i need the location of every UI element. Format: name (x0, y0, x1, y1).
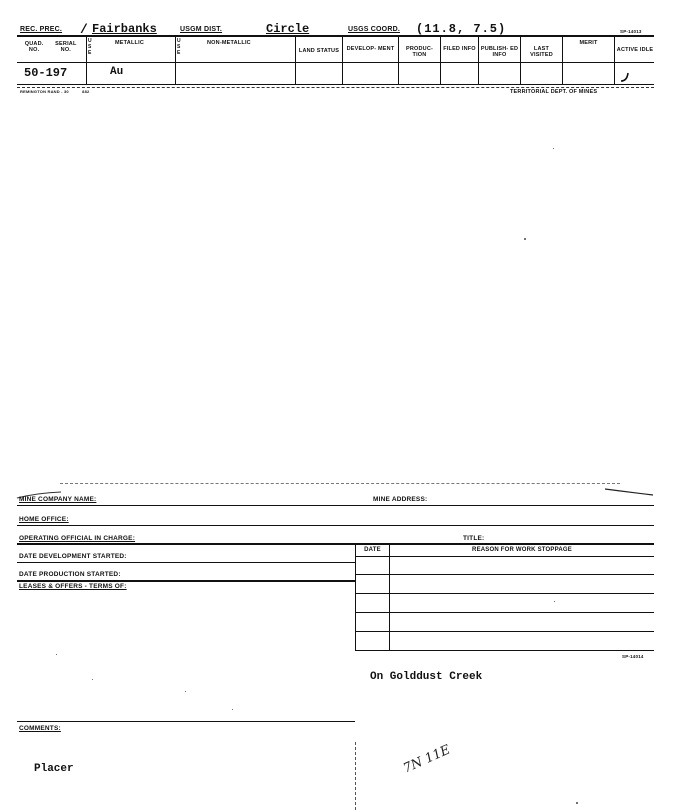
table-left-border (355, 543, 356, 651)
col-development: DEVELOP- MENT (346, 46, 395, 52)
table-row-rule (355, 650, 654, 651)
table-row-rule (355, 612, 654, 613)
scan-speck (232, 709, 233, 710)
idle-check-mark (618, 70, 632, 84)
col-use-1: U S E (88, 38, 92, 56)
col-non-metallic: NON-METALLIC (207, 40, 251, 46)
header-rule (17, 35, 654, 37)
col-divider (175, 35, 176, 84)
usgs-coord-value: (11.8, 7.5) (416, 22, 507, 36)
rule (17, 580, 355, 582)
scan-speck (56, 654, 57, 655)
col-metallic: METALLIC (115, 40, 144, 46)
col-divider (478, 35, 479, 84)
operating-official-label: OPERATING OFFICIAL IN CHARGE: (19, 535, 136, 542)
col-production: PRODUC- TION (405, 46, 434, 58)
comments-label: COMMENTS: (19, 725, 61, 732)
scan-speck (576, 802, 578, 804)
col-use-2: U S E (177, 38, 181, 56)
territorial-dept: TERRITORIAL DEPT. OF MINES (510, 89, 598, 95)
corner-pencil-stroke (603, 486, 655, 498)
usgm-dist-label: USGM DIST. (180, 26, 223, 33)
metallic-value: Au (110, 66, 124, 78)
printer-mark-number: 882 (82, 89, 90, 94)
form-code-top: SP-14013 (620, 29, 642, 34)
printer-mark-text: REMINGTON RAND - 30 (20, 89, 69, 94)
col-divider (398, 35, 399, 84)
title-label: TITLE: (463, 535, 485, 542)
col-last-visited: LAST VISITED (530, 46, 553, 58)
table-row-rule (355, 631, 654, 632)
comments-divider (355, 742, 356, 810)
col-divider (295, 35, 296, 84)
mine-address-label: MINE ADDRESS: (373, 496, 428, 503)
table-date-divider (389, 543, 390, 651)
top-card-dashed-rule (17, 87, 654, 88)
location-note: On Golddust Creek (370, 671, 483, 683)
col-quad-no: QUAD. NO. (24, 41, 44, 53)
scan-speck (554, 601, 555, 602)
col-filed-info: FILED INFO (443, 46, 476, 52)
rule (17, 543, 654, 545)
col-divider (342, 35, 343, 84)
col-published-info: PUBLISH- ED INFO (480, 46, 519, 58)
column-header-rule (17, 62, 654, 63)
home-office-label: HOME OFFICE: (19, 516, 69, 523)
table-row-rule (355, 556, 654, 557)
col-divider (520, 35, 521, 84)
bottom-card-top-dashes (60, 483, 620, 484)
table-row-rule (355, 574, 654, 575)
col-divider (562, 35, 563, 84)
leases-label: LEASES & OFFERS - TERMS OF: (19, 583, 127, 590)
col-divider (440, 35, 441, 84)
quad-serial-value: 50-197 (24, 66, 68, 80)
row-bottom-rule (17, 84, 654, 85)
rec-prec-value: Fairbanks (92, 22, 157, 36)
table-row-rule (355, 593, 654, 594)
rec-prec-label: REC. PREC. (20, 26, 63, 33)
col-serial-no: SERIAL NO. (55, 41, 77, 53)
form-code-bottom: SP-14014 (622, 654, 644, 659)
date-development-label: DATE DEVELOPMENT STARTED: (19, 553, 127, 560)
rec-prec-slash: / (80, 22, 88, 37)
mine-company-name-label: MINE COMPANY NAME: (19, 496, 97, 503)
scan-speck (92, 679, 93, 680)
scan-speck (524, 238, 526, 240)
reason-column-header: REASON FOR WORK STOPPAGE (472, 547, 572, 553)
scan-speck (553, 148, 554, 149)
usgs-coord-label: USGS COORD. (348, 26, 400, 33)
rule (17, 562, 355, 563)
date-column-header: DATE (364, 547, 381, 553)
col-merit: MERIT (579, 40, 598, 46)
handwritten-township: 7N 11E (401, 742, 453, 777)
rule (17, 721, 355, 722)
col-land-status: LAND STATUS (298, 48, 340, 54)
rule (17, 525, 654, 526)
col-divider (614, 35, 615, 84)
col-quad-serial (18, 41, 84, 53)
comments-value: Placer (34, 763, 74, 775)
col-active-idle: ACTIVE IDLE (616, 47, 654, 53)
col-divider (86, 35, 87, 84)
date-production-label: DATE PRODUCTION STARTED: (19, 571, 121, 578)
rule (17, 505, 654, 506)
scan-speck (185, 691, 186, 692)
usgm-dist-value: Circle (266, 22, 310, 36)
printer-mark (20, 89, 89, 94)
